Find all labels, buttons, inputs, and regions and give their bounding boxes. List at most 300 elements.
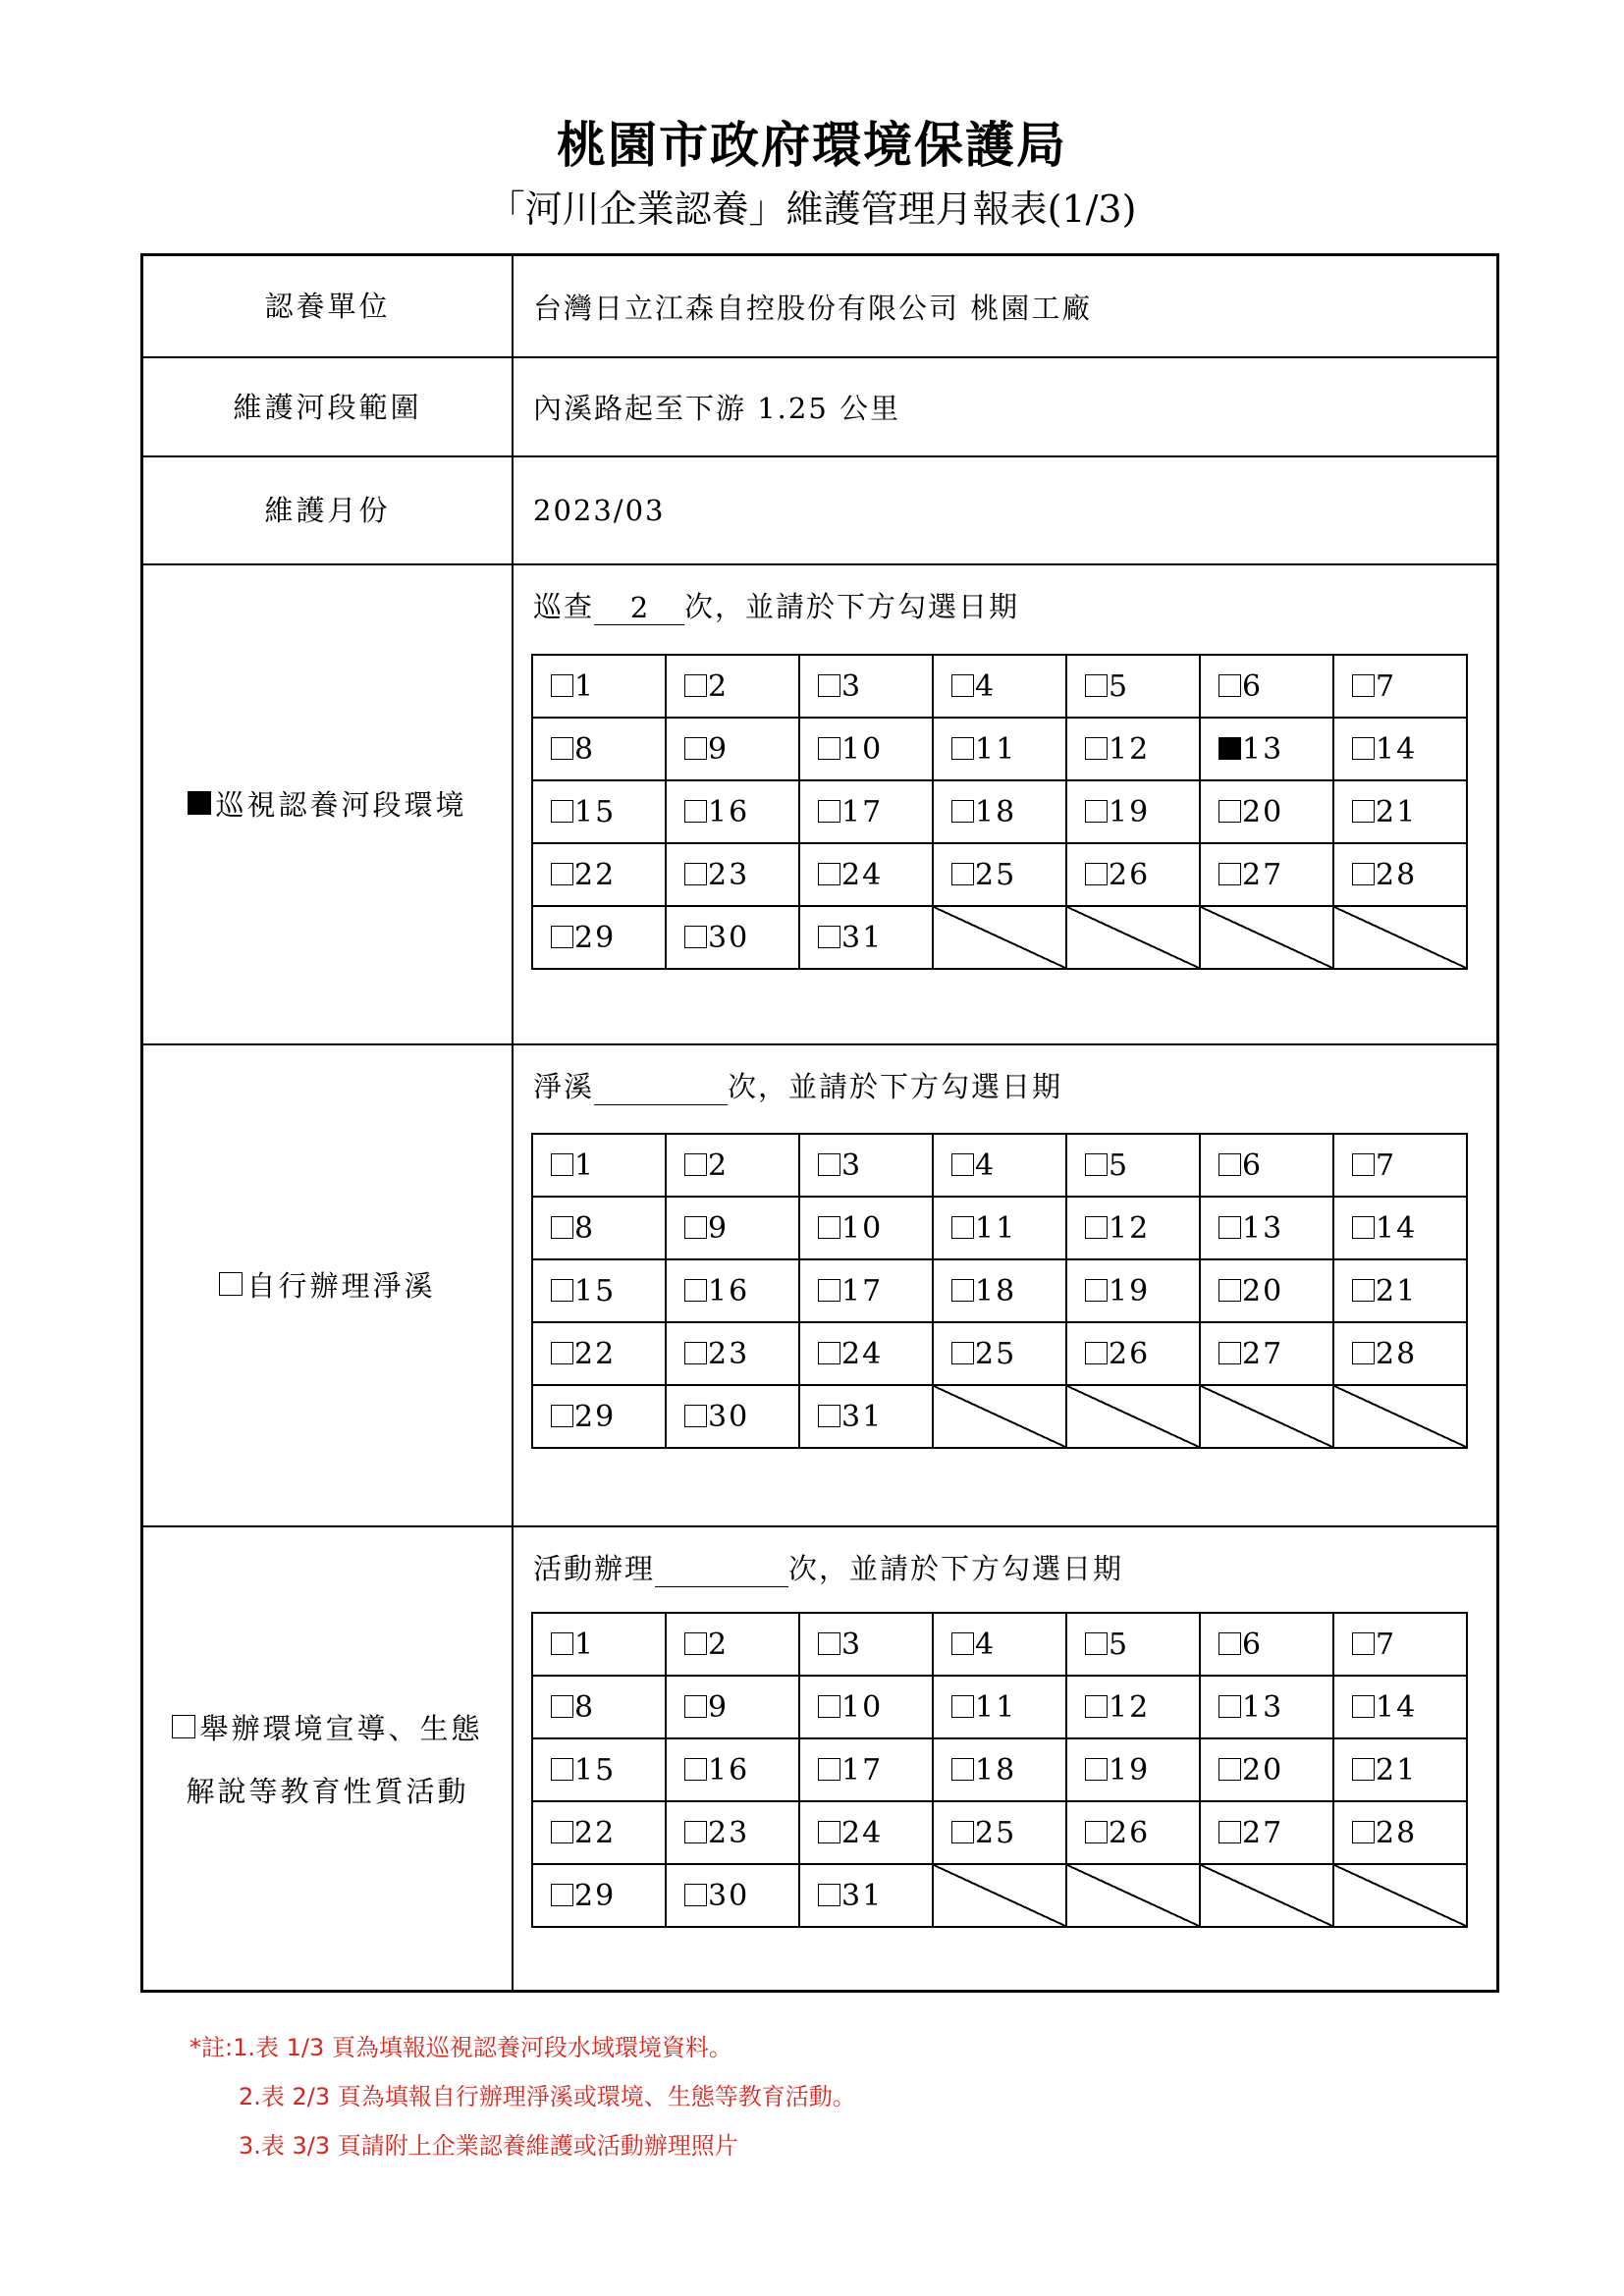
day-checkbox[interactable] xyxy=(818,1279,840,1302)
day-number: 5 xyxy=(1109,668,1130,704)
date-grid-row xyxy=(532,718,1467,780)
empty-day-cell xyxy=(1200,1864,1333,1927)
day-cell[interactable] xyxy=(666,906,799,969)
day-checkbox[interactable] xyxy=(684,1342,707,1364)
day-cell[interactable] xyxy=(532,906,666,969)
date-grid-row xyxy=(532,1259,1467,1322)
day-cell[interactable] xyxy=(1200,780,1333,843)
date-grid-row xyxy=(532,1801,1467,1864)
month-value[interactable]: 2023/03 xyxy=(533,494,666,527)
day-cell[interactable] xyxy=(933,1801,1066,1864)
day-cell[interactable] xyxy=(933,655,1066,718)
activity-section-checkbox[interactable] xyxy=(172,1715,195,1738)
day-cell[interactable] xyxy=(532,718,666,780)
day-cell[interactable] xyxy=(1200,1738,1333,1801)
day-checkbox[interactable] xyxy=(551,1758,573,1781)
day-number: 19 xyxy=(1109,1273,1151,1308)
day-checkbox[interactable] xyxy=(1218,1758,1241,1781)
day-number: 23 xyxy=(708,1336,750,1371)
day-cell[interactable] xyxy=(799,780,933,843)
date-grid-row xyxy=(532,1134,1467,1197)
day-cell[interactable] xyxy=(532,780,666,843)
day-number: 2 xyxy=(708,1148,730,1183)
date-grid-row xyxy=(532,1613,1467,1676)
day-checkbox[interactable] xyxy=(551,1405,573,1427)
day-checkbox[interactable] xyxy=(684,1695,707,1718)
day-cell[interactable] xyxy=(933,1322,1066,1385)
day-checkbox[interactable] xyxy=(551,1216,573,1239)
range-value[interactable]: 內溪路起至下游 1.25 公里 xyxy=(533,392,901,425)
day-checkbox[interactable] xyxy=(818,800,840,823)
day-cell[interactable] xyxy=(1333,1613,1467,1676)
day-checkbox[interactable] xyxy=(951,1216,974,1239)
day-checkbox[interactable] xyxy=(684,1884,707,1906)
day-cell[interactable] xyxy=(1333,1801,1467,1864)
day-number: 17 xyxy=(841,794,884,829)
day-checkbox[interactable] xyxy=(1085,674,1108,697)
day-checkbox[interactable] xyxy=(1218,674,1241,697)
day-checkbox[interactable] xyxy=(818,1216,840,1239)
day-cell[interactable] xyxy=(1066,1197,1200,1259)
day-checkbox[interactable] xyxy=(1352,1342,1375,1364)
day-cell[interactable] xyxy=(799,718,933,780)
cleanup-section xyxy=(143,1045,1496,1527)
empty-day-cell xyxy=(1200,1385,1333,1448)
day-number: 2 xyxy=(708,668,730,704)
day-checkbox[interactable] xyxy=(1085,800,1108,823)
footnote-1: *註:1.表 1/3 頁為填報巡視認養河段水域環境資料。 xyxy=(189,2034,732,2061)
day-cell[interactable] xyxy=(1066,1738,1200,1801)
day-checkbox[interactable] xyxy=(818,1884,840,1906)
day-checkbox[interactable] xyxy=(551,1884,573,1906)
day-cell[interactable] xyxy=(666,1676,799,1738)
day-cell[interactable] xyxy=(1333,843,1467,906)
day-number: 22 xyxy=(574,1815,617,1850)
day-checkbox[interactable] xyxy=(1352,674,1375,697)
day-checkbox[interactable] xyxy=(951,1279,974,1302)
day-checkbox[interactable] xyxy=(684,1821,707,1843)
activity-section-label[interactable] xyxy=(143,1527,514,1993)
day-cell[interactable] xyxy=(1200,1197,1333,1259)
day-number: 15 xyxy=(574,1273,617,1308)
day-checkbox[interactable] xyxy=(551,1632,573,1655)
day-cell[interactable] xyxy=(1066,655,1200,718)
day-checkbox[interactable] xyxy=(1218,1695,1241,1718)
day-cell[interactable] xyxy=(532,1259,666,1322)
cleanup-count-suffix: 次，並請於下方勾選日期 xyxy=(728,1070,1063,1103)
day-checkbox[interactable] xyxy=(1085,1632,1108,1655)
day-checkbox[interactable] xyxy=(684,1153,707,1176)
day-cell[interactable] xyxy=(666,1322,799,1385)
day-cell[interactable] xyxy=(1066,1259,1200,1322)
date-grid-row xyxy=(532,843,1467,906)
day-number: 10 xyxy=(841,1689,884,1725)
day-checkbox[interactable] xyxy=(951,1153,974,1176)
date-grid-row xyxy=(532,780,1467,843)
day-number: 29 xyxy=(574,920,617,955)
day-number: 4 xyxy=(975,668,997,704)
day-checkbox[interactable] xyxy=(951,674,974,697)
day-cell[interactable] xyxy=(532,1738,666,1801)
day-checkbox[interactable] xyxy=(684,1632,707,1655)
day-checkbox[interactable] xyxy=(818,1405,840,1427)
day-checkbox[interactable] xyxy=(551,800,573,823)
day-checkbox[interactable] xyxy=(951,1758,974,1781)
day-checkbox[interactable] xyxy=(684,1216,707,1239)
day-checkbox[interactable] xyxy=(818,926,840,948)
cleanup-count-field[interactable] xyxy=(594,1071,728,1105)
day-cell[interactable] xyxy=(1066,718,1200,780)
day-cell[interactable] xyxy=(532,1197,666,1259)
day-cell[interactable] xyxy=(1066,1322,1200,1385)
day-checkbox[interactable] xyxy=(551,737,573,760)
cleanup-count-line xyxy=(533,1065,1062,1105)
day-checkbox[interactable] xyxy=(818,1695,840,1718)
day-cell[interactable] xyxy=(1200,1259,1333,1322)
day-number: 8 xyxy=(574,1210,596,1246)
day-number: 3 xyxy=(841,668,863,704)
day-cell[interactable] xyxy=(799,1259,933,1322)
day-number: 5 xyxy=(1109,1148,1130,1183)
day-cell[interactable] xyxy=(532,1134,666,1197)
day-cell[interactable] xyxy=(1200,1676,1333,1738)
date-grid-row xyxy=(532,1864,1467,1927)
day-number: 31 xyxy=(841,1878,884,1913)
day-cell[interactable] xyxy=(532,655,666,718)
day-checkbox[interactable] xyxy=(818,863,840,885)
day-checkbox[interactable] xyxy=(1218,1153,1241,1176)
day-checkbox[interactable] xyxy=(1352,1216,1375,1239)
day-number: 27 xyxy=(1242,857,1284,892)
day-cell[interactable] xyxy=(799,1197,933,1259)
patrol-section-checkbox[interactable] xyxy=(188,791,211,815)
day-number: 28 xyxy=(1376,857,1418,892)
day-checkbox[interactable] xyxy=(1352,863,1375,885)
day-cell[interactable] xyxy=(933,1676,1066,1738)
day-number: 18 xyxy=(975,794,1017,829)
activity-section-title-line2: 解說等教育性質活動 xyxy=(186,1775,469,1808)
day-checkbox[interactable] xyxy=(551,674,573,697)
day-number: 30 xyxy=(708,1399,750,1434)
day-checkbox[interactable] xyxy=(551,1342,573,1364)
date-grid-row xyxy=(532,1738,1467,1801)
day-cell[interactable] xyxy=(799,1385,933,1448)
day-cell[interactable] xyxy=(532,1801,666,1864)
patrol-section xyxy=(143,565,1496,1045)
day-cell[interactable] xyxy=(933,1738,1066,1801)
day-checkbox[interactable] xyxy=(1085,1153,1108,1176)
day-number: 15 xyxy=(574,794,617,829)
day-cell[interactable] xyxy=(666,843,799,906)
day-cell[interactable] xyxy=(532,1385,666,1448)
date-grid-row xyxy=(532,1385,1467,1448)
day-checkbox[interactable] xyxy=(1352,1279,1375,1302)
day-cell[interactable] xyxy=(1333,1676,1467,1738)
day-checkbox[interactable] xyxy=(1218,737,1241,760)
day-cell[interactable] xyxy=(666,1259,799,1322)
day-checkbox[interactable] xyxy=(1218,1279,1241,1302)
day-checkbox[interactable] xyxy=(684,926,707,948)
day-cell[interactable] xyxy=(1333,780,1467,843)
empty-day-cell xyxy=(1066,1864,1200,1927)
day-number: 7 xyxy=(1376,1148,1397,1183)
day-checkbox[interactable] xyxy=(1085,1216,1108,1239)
day-checkbox[interactable] xyxy=(951,1632,974,1655)
day-checkbox[interactable] xyxy=(951,1695,974,1718)
day-checkbox[interactable] xyxy=(1352,1758,1375,1781)
day-cell[interactable] xyxy=(666,1613,799,1676)
day-number: 24 xyxy=(841,1336,884,1371)
day-checkbox[interactable] xyxy=(951,800,974,823)
day-cell[interactable] xyxy=(666,655,799,718)
day-checkbox[interactable] xyxy=(1352,800,1375,823)
day-number: 9 xyxy=(708,731,730,767)
day-checkbox[interactable] xyxy=(1352,1632,1375,1655)
day-number: 13 xyxy=(1242,1210,1284,1246)
day-cell[interactable] xyxy=(1333,1197,1467,1259)
day-cell[interactable] xyxy=(1333,1322,1467,1385)
day-checkbox[interactable] xyxy=(951,737,974,760)
day-number: 16 xyxy=(708,1273,750,1308)
day-cell[interactable] xyxy=(799,1738,933,1801)
day-cell[interactable] xyxy=(799,1613,933,1676)
day-number: 1 xyxy=(574,668,596,704)
day-checkbox[interactable] xyxy=(1085,1758,1108,1781)
day-checkbox[interactable] xyxy=(1218,863,1241,885)
day-cell[interactable] xyxy=(933,1134,1066,1197)
day-cell[interactable] xyxy=(532,1864,666,1927)
day-checkbox[interactable] xyxy=(551,1821,573,1843)
day-number: 16 xyxy=(708,1752,750,1788)
empty-day-cell xyxy=(1333,1385,1467,1448)
day-checkbox[interactable] xyxy=(1085,1695,1108,1718)
day-number: 10 xyxy=(841,1210,884,1246)
day-number: 11 xyxy=(975,1689,1017,1725)
day-cell[interactable] xyxy=(1333,1134,1467,1197)
day-cell[interactable] xyxy=(933,1259,1066,1322)
day-checkbox[interactable] xyxy=(1218,1632,1241,1655)
day-number: 11 xyxy=(975,731,1017,767)
day-cell[interactable] xyxy=(1200,1801,1333,1864)
day-number: 26 xyxy=(1109,1336,1151,1371)
day-number: 3 xyxy=(841,1627,863,1662)
patrol-section-label[interactable] xyxy=(143,565,514,1043)
cleanup-section-checkbox[interactable] xyxy=(219,1272,243,1296)
day-cell[interactable] xyxy=(1200,1322,1333,1385)
day-cell[interactable] xyxy=(1066,1801,1200,1864)
day-cell[interactable] xyxy=(1066,1613,1200,1676)
day-checkbox[interactable] xyxy=(818,674,840,697)
day-cell[interactable] xyxy=(1333,655,1467,718)
day-cell[interactable] xyxy=(1200,843,1333,906)
day-checkbox[interactable] xyxy=(818,1342,840,1364)
activity-count-prefix: 活動辦理 xyxy=(533,1552,656,1585)
day-checkbox[interactable] xyxy=(1352,1153,1375,1176)
day-number: 18 xyxy=(975,1752,1017,1788)
day-number: 12 xyxy=(1109,731,1151,767)
day-checkbox[interactable] xyxy=(1218,1342,1241,1364)
day-checkbox[interactable] xyxy=(1352,1821,1375,1843)
day-checkbox[interactable] xyxy=(551,863,573,885)
day-checkbox[interactable] xyxy=(1218,1821,1241,1843)
day-number: 2 xyxy=(708,1627,730,1662)
patrol-count-suffix: 次，並請於下方勾選日期 xyxy=(684,590,1020,623)
date-grid-row xyxy=(532,1197,1467,1259)
day-cell[interactable] xyxy=(532,1322,666,1385)
day-cell[interactable] xyxy=(532,1613,666,1676)
day-checkbox[interactable] xyxy=(684,1758,707,1781)
day-number: 6 xyxy=(1242,1148,1264,1183)
day-number: 26 xyxy=(1109,857,1151,892)
day-cell[interactable] xyxy=(532,843,666,906)
day-checkbox[interactable] xyxy=(1218,800,1241,823)
day-number: 9 xyxy=(708,1689,730,1725)
day-number: 14 xyxy=(1376,1689,1418,1725)
day-cell[interactable] xyxy=(1066,1134,1200,1197)
day-number: 16 xyxy=(708,794,750,829)
day-number: 13 xyxy=(1242,731,1284,767)
day-cell[interactable] xyxy=(666,1801,799,1864)
day-checkbox[interactable] xyxy=(1352,737,1375,760)
day-cell[interactable] xyxy=(933,780,1066,843)
day-number: 7 xyxy=(1376,1627,1397,1662)
day-number: 21 xyxy=(1376,1273,1418,1308)
day-cell[interactable] xyxy=(799,1801,933,1864)
day-number: 29 xyxy=(574,1878,617,1913)
day-number: 15 xyxy=(574,1752,617,1788)
day-number: 26 xyxy=(1109,1815,1151,1850)
day-number: 31 xyxy=(841,1399,884,1434)
day-number: 3 xyxy=(841,1148,863,1183)
day-checkbox[interactable] xyxy=(551,1695,573,1718)
day-checkbox[interactable] xyxy=(684,737,707,760)
patrol-section-body xyxy=(514,565,1496,1043)
month-row xyxy=(143,457,1496,565)
day-cell[interactable] xyxy=(1200,718,1333,780)
day-checkbox[interactable] xyxy=(818,737,840,760)
day-checkbox[interactable] xyxy=(551,926,573,948)
day-checkbox[interactable] xyxy=(684,1279,707,1302)
empty-day-cell xyxy=(1066,906,1200,969)
day-cell[interactable] xyxy=(1066,780,1200,843)
day-cell[interactable] xyxy=(933,843,1066,906)
day-cell[interactable] xyxy=(799,906,933,969)
day-cell[interactable] xyxy=(799,655,933,718)
day-cell[interactable] xyxy=(1333,718,1467,780)
day-checkbox[interactable] xyxy=(951,863,974,885)
day-cell[interactable] xyxy=(1066,843,1200,906)
day-number: 9 xyxy=(708,1210,730,1246)
day-cell[interactable] xyxy=(799,1676,933,1738)
unit-value[interactable]: 台灣日立江森自控股份有限公司 桃園工廠 xyxy=(533,291,1093,325)
day-checkbox[interactable] xyxy=(951,1342,974,1364)
day-cell[interactable] xyxy=(799,1134,933,1197)
day-number: 17 xyxy=(841,1273,884,1308)
page-subtitle: 「河川企業認養」維護管理月報表(1/3) xyxy=(487,187,1137,231)
day-cell[interactable] xyxy=(1200,1613,1333,1676)
day-checkbox[interactable] xyxy=(684,863,707,885)
day-cell[interactable] xyxy=(799,1864,933,1927)
day-cell[interactable] xyxy=(933,718,1066,780)
day-checkbox[interactable] xyxy=(951,1821,974,1843)
day-cell[interactable] xyxy=(1200,655,1333,718)
day-number: 11 xyxy=(975,1210,1017,1246)
day-checkbox[interactable] xyxy=(551,1153,573,1176)
day-checkbox[interactable] xyxy=(551,1279,573,1302)
month-label: 維護月份 xyxy=(143,457,514,563)
day-cell[interactable] xyxy=(933,1197,1066,1259)
date-grid-row xyxy=(532,1322,1467,1385)
day-cell[interactable] xyxy=(1333,1738,1467,1801)
date-grid-row xyxy=(532,906,1467,969)
day-checkbox[interactable] xyxy=(1085,1342,1108,1364)
day-checkbox[interactable] xyxy=(818,1153,840,1176)
day-cell[interactable] xyxy=(1200,1134,1333,1197)
day-number: 6 xyxy=(1242,1627,1264,1662)
day-number: 21 xyxy=(1376,1752,1418,1788)
day-number: 27 xyxy=(1242,1815,1284,1850)
activity-count-line xyxy=(533,1547,1123,1587)
day-cell[interactable] xyxy=(799,843,933,906)
day-number: 8 xyxy=(574,731,596,767)
day-cell[interactable] xyxy=(1066,1676,1200,1738)
date-grid-row xyxy=(532,1676,1467,1738)
day-number: 30 xyxy=(708,920,750,955)
activity-count-field[interactable] xyxy=(655,1553,788,1587)
activity-count-suffix: 次，並請於下方勾選日期 xyxy=(788,1552,1124,1585)
empty-day-cell xyxy=(1333,1864,1467,1927)
activity-section-title-line1: 舉辦環境宣導、生態 xyxy=(199,1712,483,1745)
day-checkbox[interactable] xyxy=(818,1821,840,1843)
day-cell[interactable] xyxy=(666,1385,799,1448)
day-checkbox[interactable] xyxy=(1352,1695,1375,1718)
day-checkbox[interactable] xyxy=(1218,1216,1241,1239)
day-cell[interactable] xyxy=(532,1676,666,1738)
patrol-count-field[interactable]: 2 xyxy=(594,591,684,625)
day-cell[interactable] xyxy=(799,1322,933,1385)
day-cell[interactable] xyxy=(1333,1259,1467,1322)
empty-day-cell xyxy=(933,1385,1066,1448)
day-cell[interactable] xyxy=(666,780,799,843)
day-checkbox[interactable] xyxy=(684,1405,707,1427)
day-number: 23 xyxy=(708,1815,750,1850)
day-checkbox[interactable] xyxy=(1085,1279,1108,1302)
empty-day-cell xyxy=(1333,906,1467,969)
page-title: 桃園市政府環境保護局 xyxy=(557,116,1067,174)
day-cell[interactable] xyxy=(666,1197,799,1259)
day-checkbox[interactable] xyxy=(818,1632,840,1655)
day-number: 20 xyxy=(1242,1752,1284,1788)
day-cell[interactable] xyxy=(933,1613,1066,1676)
day-checkbox[interactable] xyxy=(1085,863,1108,885)
unit-row xyxy=(143,256,1496,358)
day-checkbox[interactable] xyxy=(684,674,707,697)
day-number: 4 xyxy=(975,1627,997,1662)
day-cell[interactable] xyxy=(666,1134,799,1197)
day-cell[interactable] xyxy=(666,718,799,780)
day-checkbox[interactable] xyxy=(1085,737,1108,760)
day-checkbox[interactable] xyxy=(818,1758,840,1781)
day-number: 22 xyxy=(574,1336,617,1371)
day-number: 8 xyxy=(574,1689,596,1725)
day-cell[interactable] xyxy=(666,1864,799,1927)
day-checkbox[interactable] xyxy=(684,800,707,823)
patrol-count-line xyxy=(533,585,1019,625)
day-checkbox[interactable] xyxy=(1085,1821,1108,1843)
day-cell[interactable] xyxy=(666,1738,799,1801)
day-number: 21 xyxy=(1376,794,1418,829)
cleanup-section-label[interactable] xyxy=(143,1045,514,1525)
